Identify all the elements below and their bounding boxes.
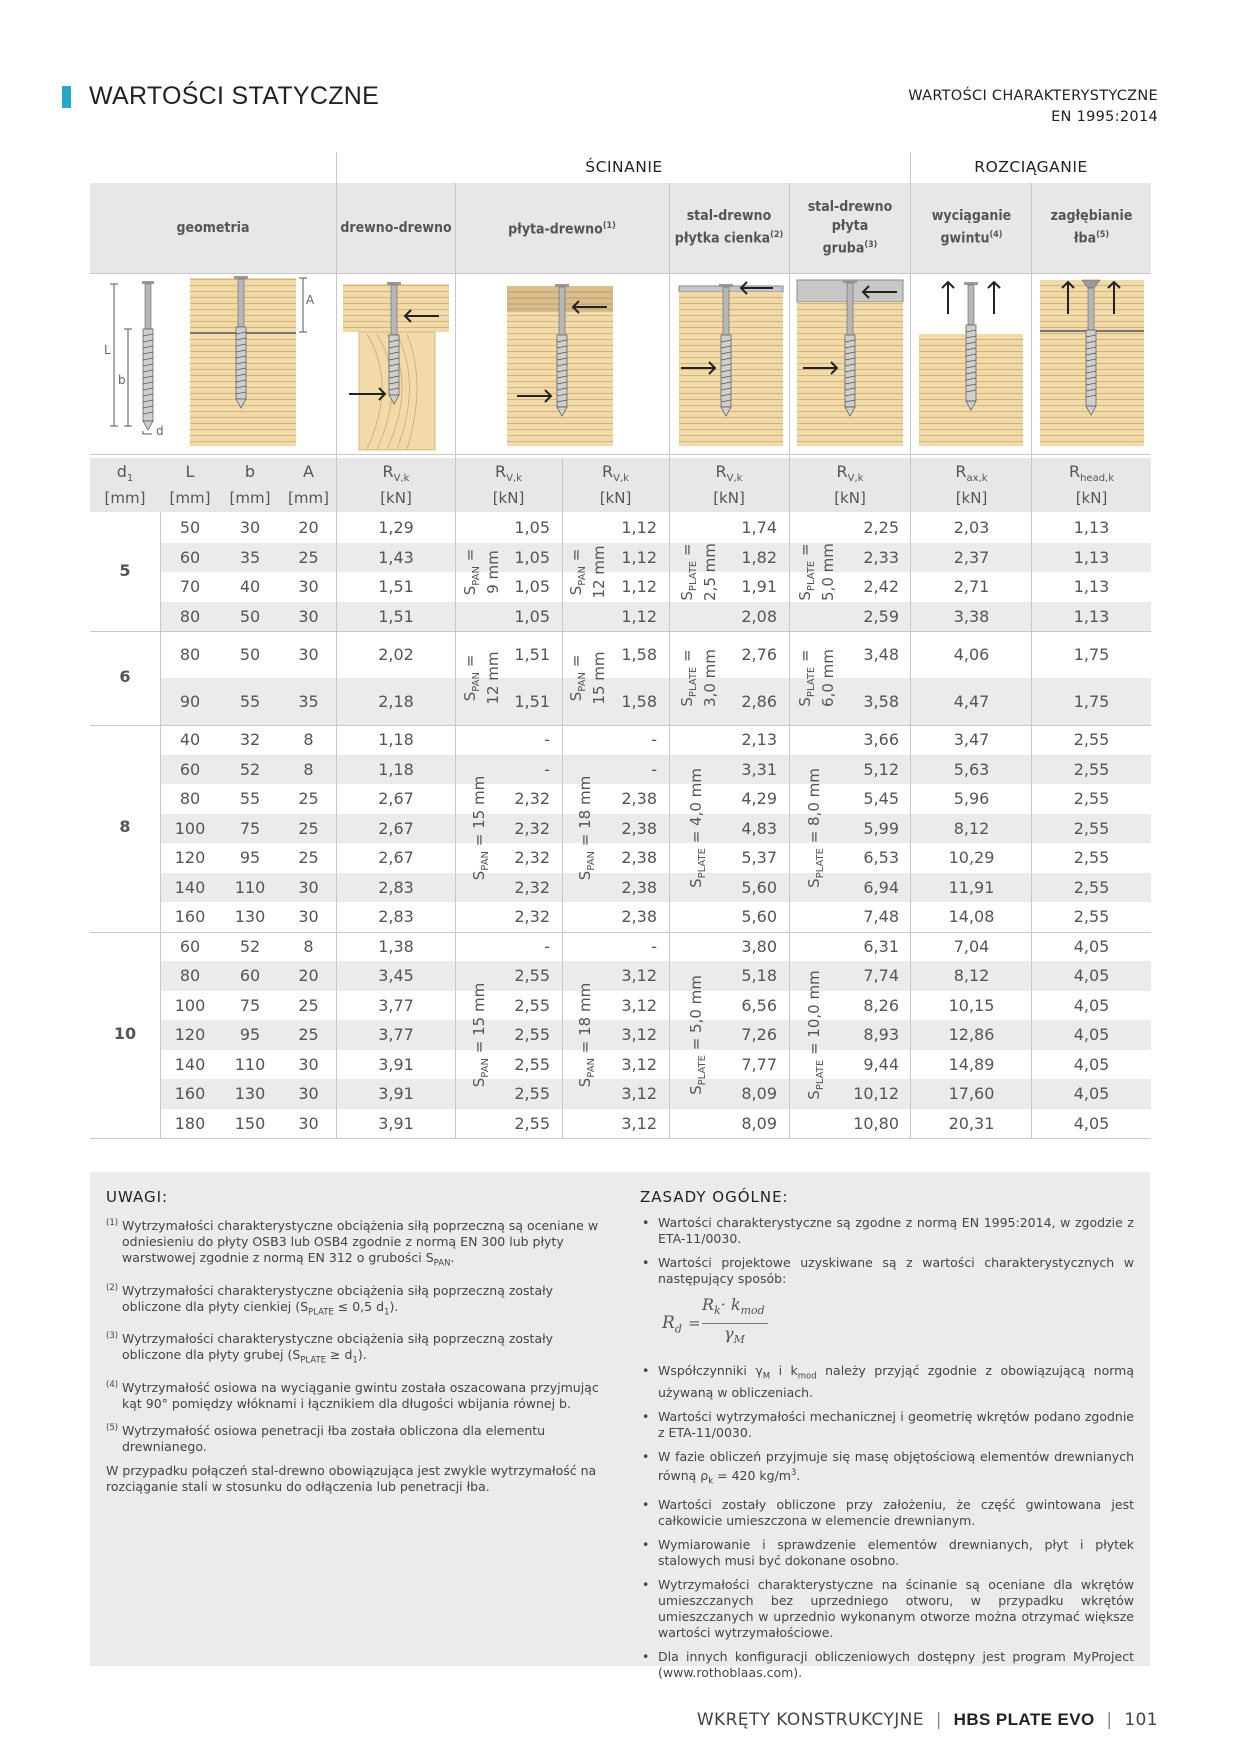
table-cell: 4,29 — [741, 789, 777, 809]
table-cell: 4,06 — [953, 645, 990, 664]
table-cell: 3,66 — [863, 730, 899, 750]
sym-rvk-steel-thin: $R_{V,k}$ [kN] — [713, 462, 745, 507]
thickness-label: $S_{PAN}$ = 12 mm — [461, 651, 502, 705]
note-3: $^{(3)}$ Wytrzymałości charakterystyczne obciążenia siłą poprzeczną zostały obliczone dla płyty grubej $(S_{PLATE} \ge d_1)$. — [106, 1331, 554, 1366]
thickness-label: $S_{PLATE}$ = 3,0 mm — [678, 649, 719, 707]
diameter-label: 6 — [119, 667, 131, 686]
table-cell: 3,31 — [741, 759, 777, 779]
divider — [1031, 183, 1032, 1138]
table-cell: 1,05 — [514, 518, 550, 538]
thickness-label: $S_{PAN}$ = 12 mm — [567, 545, 608, 599]
header-steel-thick: stal-drewno płyta gruba$^{(3)}$ — [807, 198, 893, 257]
table-cell: 1,58 — [621, 645, 657, 664]
table-cell: 1,51 — [514, 692, 550, 711]
table-cell: 7,77 — [741, 1054, 777, 1074]
rule-6: • Wartości zostały obliczone przy założeniu, że część gwintowana jest całkowicie umieszczona w elemencie drewnianym. — [640, 1497, 1134, 1529]
divider — [90, 273, 1151, 274]
table-cell: 2,25 — [863, 518, 899, 538]
label-b: b — [118, 373, 126, 387]
table-cell: 20,31 — [948, 1113, 995, 1133]
table-cell: 2,71 — [953, 577, 990, 597]
table-cell: 160 — [174, 1084, 206, 1104]
table-cell: 2,55 — [514, 1025, 550, 1045]
divider — [455, 183, 456, 1138]
note-5: $^{(5)}$ Wytrzymałość osiowa penetracji łba została obliczona dla elementu drewnianego. — [106, 1423, 546, 1455]
table-cell: 2,55 — [1073, 907, 1110, 927]
note-2: $^{(2)}$ Wytrzymałości charakterystyczne obciążenia siłą poprzeczną zostały obliczone dla płyty cienkiej ($S_{PLATE} \le 0,5$ $d_1$). — [106, 1282, 554, 1318]
table-cell: 2,32 — [514, 907, 550, 927]
header-geometry: geometria — [176, 219, 250, 236]
label-d1: d — [156, 424, 164, 438]
table-cell: 3,48 — [863, 645, 899, 664]
table-cell: 1,05 — [514, 577, 550, 597]
table-cell: 2,83 — [378, 877, 414, 897]
table-cell: 2,38 — [621, 818, 657, 838]
table-cell: 80 — [179, 789, 201, 809]
table-cell: 60 — [179, 547, 201, 567]
table-cell: 4,05 — [1073, 936, 1110, 956]
table-cell: 52 — [239, 759, 261, 779]
table-cell: 14,89 — [948, 1054, 995, 1074]
table-cell: 20 — [298, 966, 319, 986]
table-cell: 130 — [234, 907, 266, 927]
table-cell: 4,83 — [741, 818, 777, 838]
rule-3: • Współczynniki $\gamma_M$ i $k_{mod}$ należy przyjąć zgodnie z obowiązującą normą używaną w obliczeniach. — [640, 1363, 1134, 1401]
table-cell: 50 — [239, 606, 261, 626]
sym-rvk-wood: $R_{V,k}$ [kN] — [380, 462, 412, 507]
table-cell: 2,13 — [741, 730, 777, 750]
table-cell: 70 — [179, 577, 201, 597]
thickness-label: $S_{PAN}$ = 15 mm — [567, 651, 608, 705]
sym-rvk-steel-thick: $R_{V,k}$ [kN] — [834, 462, 866, 507]
divider — [562, 458, 563, 1138]
table-cell: - — [544, 730, 550, 750]
table-cell: 100 — [174, 818, 206, 838]
table-cell: 30 — [298, 577, 319, 597]
table-cell: 1,05 — [514, 606, 550, 626]
table-cell: 10,12 — [853, 1084, 899, 1104]
steel-thick-illustration — [789, 274, 911, 454]
rule-8: • Wytrzymałości charakterystyczne na ścinanie są oceniane dla wkrętów umieszczanych bez uprzedniego otworu, w przypadku wkrętów umieszczanych w uprzednio wykonanym otworze można otrzymać większe wartości wytrzymałościowe. — [640, 1577, 1134, 1641]
diameter-label: 8 — [119, 817, 131, 837]
table-cell: 80 — [179, 966, 201, 986]
table-cell: 2,59 — [863, 606, 899, 626]
label-L: L — [104, 343, 111, 357]
table-cell: 3,12 — [621, 1054, 657, 1074]
table-cell: 40 — [239, 577, 261, 597]
table-cell: - — [544, 759, 550, 779]
table-cell: 25 — [298, 995, 319, 1015]
table-cell: 1,18 — [378, 759, 414, 779]
table-cell: 2,86 — [741, 692, 777, 711]
table-cell: 2,42 — [863, 577, 899, 597]
header-head-pull: zagłębianie łba$^{(5)}$ — [1050, 208, 1133, 247]
rules-list — [640, 1215, 1134, 1689]
table-cell: 2,02 — [378, 645, 414, 664]
footer-text: WKRĘTY KONSTRUKCYJNE — [696, 1710, 924, 1730]
note-1: $^{(1)}$ Wytrzymałości charakterystyczne obciążenia siłą poprzeczną są oceniane w odniesieniu do płyty OSB3 lub OSB4 zgodnie z normą EN 300 lub płyty warstwowej zgodnie z normą EN 312 o grubości $S_{PAN}$. — [106, 1218, 599, 1269]
table-cell: 5,12 — [863, 759, 899, 779]
table-cell: 1,13 — [1073, 577, 1110, 597]
screw-geometry-illustration — [90, 274, 336, 454]
divider — [336, 152, 337, 1138]
table-cell: 80 — [179, 645, 201, 664]
table-cell: 2,32 — [514, 789, 550, 809]
rule-1: • Wartości charakterystyczne są zgodne z normą EN 1995:2014, w zgodzie z ETA-11/0030. — [640, 1215, 1134, 1247]
diameter-label: 5 — [119, 561, 131, 580]
table-cell: 1,12 — [621, 547, 657, 567]
table-cell: 30 — [239, 518, 261, 538]
table-cell: 3,91 — [378, 1054, 414, 1074]
table-cell: 8 — [303, 936, 314, 956]
table-cell: 2,55 — [1073, 759, 1110, 779]
header-steel-thin: stal-drewno płytka cienka$^{(2)}$ — [674, 208, 784, 247]
table-cell: 30 — [298, 877, 319, 897]
table-cell: 30 — [298, 645, 319, 664]
table-cell: 130 — [234, 1084, 266, 1104]
table-cell: 140 — [174, 877, 206, 897]
page-footer: WKRĘTY KONSTRUKCYJNE | HBS PLATE EVO | 101 — [696, 1710, 1158, 1730]
table-cell: 120 — [174, 1025, 206, 1045]
table-cell: 2,55 — [1073, 789, 1110, 809]
table-cell: - — [651, 730, 657, 750]
table-cell: 20 — [298, 518, 319, 538]
diameter-label: 10 — [113, 1023, 137, 1043]
table-cell: 30 — [298, 1084, 319, 1104]
table-cell: 4,05 — [1073, 1025, 1110, 1045]
sym-rheadk: $R_{head,k}$ [kN] — [1068, 462, 1115, 507]
sym-raxk: $R_{ax,k}$ [kN] — [955, 462, 988, 507]
table-cell: 1,38 — [378, 936, 414, 956]
table-cell: 2,32 — [514, 818, 550, 838]
table-cell: 2,18 — [378, 692, 414, 711]
table-cell: 30 — [298, 1054, 319, 1074]
table-cell: 1,29 — [378, 518, 414, 538]
table-cell: 2,38 — [621, 789, 657, 809]
table-cell: 5,96 — [953, 789, 990, 809]
table-cell: 17,60 — [948, 1084, 995, 1104]
header-panel-wood: płyta-drewno$^{(1)}$ — [508, 220, 616, 238]
sym-rvk-panel1: $R_{V,k}$ [kN] — [492, 462, 525, 507]
table-cell: 5,99 — [863, 818, 899, 838]
rule-7: • Wymiarowanie i sprawdzenie elementów drewnianych, płyt i płytek stalowych musi być dokonane osobno. — [640, 1537, 1134, 1569]
sym-L: L [mm] — [169, 462, 211, 507]
table-cell: 8,93 — [863, 1025, 899, 1045]
table-cell: 2,67 — [378, 818, 414, 838]
table-cell: 8,09 — [741, 1084, 777, 1104]
table-cell: 5,60 — [741, 907, 777, 927]
table-cell: 32 — [239, 730, 261, 750]
rule-2: • Wartości projektowe uzyskiwane są z wartości charakterystycznych w następujący sposób: — [640, 1255, 1134, 1287]
table-cell: 25 — [298, 1025, 319, 1045]
table-cell: 5,60 — [741, 877, 777, 897]
table-cell: 75 — [239, 818, 261, 838]
group-divider — [90, 631, 1151, 632]
table-cell: 3,12 — [621, 1113, 657, 1133]
table-cell: 25 — [298, 848, 319, 868]
table-cell: 2,55 — [514, 995, 550, 1015]
table-cell: 1,13 — [1073, 547, 1110, 567]
table-cell: 2,55 — [1073, 877, 1110, 897]
table-cell: - — [651, 759, 657, 779]
thickness-label: $S_{PLATE} = 4,0$ mm — [686, 768, 708, 889]
table-cell: 120 — [174, 848, 206, 868]
table-cell: 80 — [179, 606, 201, 626]
table-cell: 8,09 — [741, 1113, 777, 1133]
thickness-label: $S_{PLATE} = 8,0$ mm — [804, 768, 826, 889]
notes-list — [106, 1215, 600, 1503]
table-cell: 1,51 — [514, 645, 550, 664]
table-cell: 2,03 — [953, 518, 990, 538]
table-cell: 60 — [179, 759, 201, 779]
table-cell: 1,75 — [1073, 645, 1110, 664]
table-cell: 7,74 — [863, 966, 899, 986]
thickness-label: $S_{PAN} = 15$ mm — [469, 776, 491, 881]
thickness-label: $S_{PLATE} = 5,0$ mm — [686, 974, 708, 1095]
table-cell: 55 — [239, 692, 261, 711]
panel-wood-illustration — [455, 274, 669, 454]
table-cell: 3,91 — [378, 1084, 414, 1104]
table-cell: 4,05 — [1073, 1084, 1110, 1104]
table-cell: 1,74 — [741, 518, 777, 538]
table-cell: 2,55 — [514, 1113, 550, 1133]
steel-thin-illustration — [669, 274, 789, 454]
header-withdrawal: wyciąganie gwintu$^{(4)}$ — [931, 208, 1012, 247]
table-cell: 8,12 — [953, 818, 990, 838]
sym-rvk-panel2: $R_{V,k}$ [kN] — [599, 462, 632, 507]
table-cell: 7,48 — [863, 907, 899, 927]
table-cell: 14,08 — [948, 907, 995, 927]
table-cell: 2,38 — [621, 848, 657, 868]
table-cell: 2,67 — [378, 789, 414, 809]
table-cell: 2,55 — [514, 1084, 550, 1104]
thickness-label: $S_{PAN} = 15$ mm — [469, 982, 491, 1087]
table-cell: 3,47 — [953, 730, 990, 750]
table-cell: 25 — [298, 818, 319, 838]
table-cell: 3,77 — [378, 1025, 414, 1045]
title-right-line1: WARTOŚCI CHARAKTERYSTYCZNE — [908, 88, 1158, 104]
note-final: W przypadku połączeń stal-drewno obowiązująca jest zwykle wytrzymałość na rozciąganie stali w stosunku do odłączenia lub penetracji łba. — [106, 1463, 597, 1495]
note-4: $^{(4)}$ Wytrzymałość osiowa na wyciąganie gwintu została oszacowana przyjmując kąt 90° pomiędzy włóknami i łącznikiem dla długości wbijania równej b. — [106, 1379, 599, 1412]
thickness-label: $S_{PLATE}$ = 6,0 mm — [796, 649, 837, 707]
page-title: WARTOŚCI STATYCZNE — [89, 82, 380, 110]
table-cell: 3,12 — [621, 995, 657, 1015]
table-cell: 5,63 — [953, 759, 990, 779]
table-cell: 2,32 — [514, 848, 550, 868]
withdrawal-illustration — [911, 274, 1032, 454]
table-cell: 3,58 — [863, 692, 899, 711]
table-cell: 8 — [303, 759, 314, 779]
table-cell: 9,44 — [863, 1054, 899, 1074]
table-cell: 2,08 — [741, 606, 777, 626]
thickness-label: $S_{PAN} = 18$ mm — [575, 982, 597, 1087]
table-cell: 25 — [298, 789, 319, 809]
table-cell: 35 — [298, 692, 319, 711]
table-cell: 8,26 — [863, 995, 899, 1015]
table-cell: 3,80 — [741, 936, 777, 956]
divider — [90, 454, 1151, 455]
rule-4: • Wartości wytrzymałości mechanicznej i geometrię wkrętów podano zgodnie z ETA-11/0030. — [640, 1409, 1134, 1441]
table-cell: 5,45 — [863, 789, 899, 809]
table-cell: 35 — [239, 547, 261, 567]
table-cell: 10,80 — [853, 1113, 899, 1133]
group-divider — [90, 1138, 1151, 1139]
table-cell: 1,58 — [621, 692, 657, 711]
table-cell: 1,51 — [378, 577, 414, 597]
divider — [910, 152, 911, 1138]
table-cell: 2,32 — [514, 877, 550, 897]
table-cell: 6,53 — [863, 848, 899, 868]
table-cell: 2,38 — [621, 877, 657, 897]
table-cell: 30 — [298, 907, 319, 927]
table-cell: 52 — [239, 936, 261, 956]
table-cell: - — [651, 936, 657, 956]
table-cell: 7,26 — [741, 1025, 777, 1045]
table-cell: 3,38 — [953, 606, 990, 626]
table-cell: 55 — [239, 789, 261, 809]
table-cell: 50 — [179, 518, 201, 538]
table-cell: 6,31 — [863, 936, 899, 956]
table-cell: 100 — [174, 995, 206, 1015]
table-cell: 3,77 — [378, 995, 414, 1015]
rule-5: • W fazie obliczeń przyjmuje się masę objętościową elementów drewnianych równą $\rho_k = 420$ $kg/m^3$. — [640, 1449, 1134, 1490]
table-cell: 2,55 — [514, 1054, 550, 1074]
table-cell: 1,75 — [1073, 692, 1110, 711]
table-cell: 8 — [303, 730, 314, 750]
thickness-label: $S_{PLATE}$ = 5,0 mm — [796, 543, 837, 601]
table-cell: 140 — [174, 1054, 206, 1074]
sym-d1: $d_1$ [mm] — [104, 462, 146, 507]
thickness-label: $S_{PLATE} = 10,0$ mm — [804, 970, 826, 1100]
table-cell: 2,76 — [741, 645, 777, 664]
title-accent-bar — [62, 86, 71, 108]
table-cell: 5,18 — [741, 966, 777, 986]
table-cell: 2,55 — [1073, 848, 1110, 868]
table-cell: 60 — [179, 936, 201, 956]
table-cell: 150 — [234, 1113, 266, 1133]
table-cell: 4,05 — [1073, 995, 1110, 1015]
table-cell: 4,05 — [1073, 966, 1110, 986]
table-cell: 1,82 — [741, 547, 777, 567]
table-cell: 1,18 — [378, 730, 414, 750]
table-cell: 6,56 — [741, 995, 777, 1015]
table-cell: 2,38 — [621, 907, 657, 927]
table-cell: 160 — [174, 907, 206, 927]
page-number: 101 — [1124, 1710, 1158, 1730]
header-wood-wood: drewno-drewno — [340, 219, 452, 236]
table-cell: 2,33 — [863, 547, 899, 567]
table-cell: 30 — [298, 1113, 319, 1133]
table-cell: 30 — [298, 606, 319, 626]
thickness-label: $S_{PAN} = 18$ mm — [575, 776, 597, 881]
table-cell: 90 — [179, 692, 201, 711]
divider — [669, 183, 670, 1138]
table-cell: 1,05 — [514, 547, 550, 567]
table-cell: 40 — [179, 730, 201, 750]
table-cell: 3,12 — [621, 1025, 657, 1045]
divider — [160, 512, 161, 1138]
table-cell: 2,55 — [1073, 818, 1110, 838]
title-right-line2: EN 1995:2014 — [1051, 109, 1158, 125]
table-cell: 4,05 — [1073, 1054, 1110, 1074]
table-cell: 3,91 — [378, 1113, 414, 1133]
table-cell: 2,67 — [378, 848, 414, 868]
table-cell: 180 — [174, 1113, 206, 1133]
table-cell: - — [544, 936, 550, 956]
table-cell: 50 — [239, 645, 261, 664]
divider — [789, 183, 790, 1138]
table-cell: 25 — [298, 547, 319, 567]
table-cell: 8,12 — [953, 966, 990, 986]
table-cell: 110 — [234, 877, 266, 897]
characteristic-values-label — [908, 86, 1158, 128]
table-cell: 10,15 — [948, 995, 995, 1015]
table-cell: 1,43 — [378, 547, 414, 567]
table-cell: 3,45 — [378, 966, 414, 986]
table-cell: 2,55 — [514, 966, 550, 986]
notes-heading: UWAGI: — [106, 1188, 169, 1206]
table-cell: 1,91 — [741, 577, 777, 597]
sym-A: A [mm] — [288, 462, 329, 507]
rule-9: • Dla innych konfiguracji obliczeniowych dostępny jest program MyProject (www.rothoblaas.com). — [640, 1649, 1134, 1681]
table-cell: 2,83 — [378, 907, 414, 927]
thickness-label: $S_{PLATE}$ = 2,5 mm — [678, 543, 719, 601]
table-cell: 95 — [239, 1025, 261, 1045]
table-cell: 5,37 — [741, 848, 777, 868]
table-cell: 60 — [239, 966, 261, 986]
design-value-formula: $R_d$ = $R_k\cdot k_{mod}$ $\gamma_M$ — [658, 1295, 1134, 1351]
table-cell: 11,91 — [948, 877, 995, 897]
table-cell: 3,12 — [621, 1084, 657, 1104]
table-cell: 7,04 — [953, 936, 990, 956]
sym-b: b [mm] — [229, 462, 271, 507]
table-cell: 2,37 — [953, 547, 990, 567]
table-cell: 1,13 — [1073, 518, 1110, 538]
section-shear: ŚCINANIE — [585, 158, 663, 176]
table-cell: 3,12 — [621, 966, 657, 986]
table-cell: 1,12 — [621, 606, 657, 626]
table-cell: 12,86 — [948, 1025, 995, 1045]
table-cell: 2,55 — [1073, 730, 1110, 750]
table-cell: 110 — [234, 1054, 266, 1074]
footer-brand: HBS PLATE EVO — [953, 1710, 1095, 1729]
thickness-label: $S_{PAN}$ = 9 mm — [461, 548, 502, 596]
table-cell: 95 — [239, 848, 261, 868]
label-A: A — [306, 293, 315, 307]
table-cell: 10,29 — [948, 848, 995, 868]
table-cell: 1,12 — [621, 518, 657, 538]
table-cell: 1,51 — [378, 606, 414, 626]
table-cell: 4,47 — [953, 692, 990, 711]
table-cell: 1,12 — [621, 577, 657, 597]
table-cell: 4,05 — [1073, 1113, 1110, 1133]
rules-heading: ZASADY OGÓLNE: — [640, 1188, 789, 1206]
wood-wood-illustration — [337, 274, 455, 454]
table-cell: 1,13 — [1073, 606, 1110, 626]
section-tension: ROZCIĄGANIE — [974, 158, 1088, 176]
table-cell: 75 — [239, 995, 261, 1015]
head-pull-illustration — [1032, 274, 1151, 454]
table-cell: 6,94 — [863, 877, 899, 897]
